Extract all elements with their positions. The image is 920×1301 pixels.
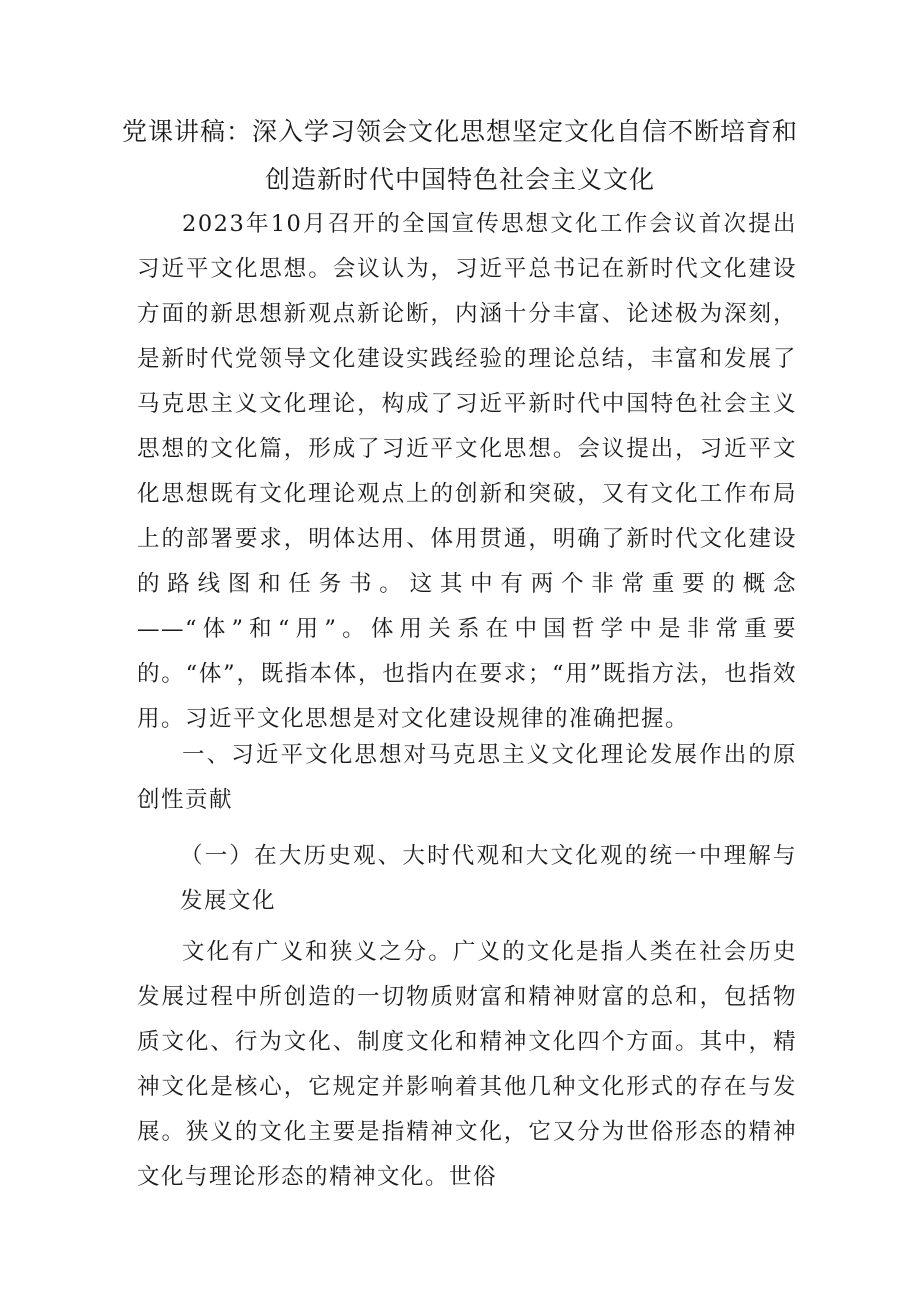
body-paragraph-intro: 2023年10月召开的全国宣传思想文化工作会议首次提出习近平文化思想。会议认为，习近平总书记在新时代文化建设方面的新思想新观点新论断，内涵十分丰富、论述极为深刻，是新时代党领导文化建设实践经验的理论总结，丰富和发展了马克思主义文化理论，构成了习近平新时代中国特色社会主义思想的文化篇，形成了习近平文化思想。会议提出，习近平文化思想既有文化理论观点上的创新和突破，又有文化工作布局上的部署要求，明体达用、体用贯通，明确了新时代文化建设的路线图和任务书。这其中有两个非常重要的概念——“体”和“用”。体用关系在中国哲学中是非常重要的。“体”，既指本体，也指内在要求；“用”既指方法，也指效用。习近平文化思想是对文化建设规律的准确把握。	[137, 211, 797, 732]
section-heading-1: 一、习近平文化思想对马克思主义文化理论发展作出的原创性贡献	[137, 742, 797, 813]
document-title-line-2: 创造新时代中国特色社会主义文化	[264, 165, 655, 194]
document-title-line-1: 党课讲稿：深入学习领会文化思想坚定文化自信不断培育和	[121, 117, 798, 146]
body-paragraph-culture: 文化有广义和狭义之分。广义的文化是指人类在社会历史发展过程中所创造的一切物质财富和精神财富的总和，包括物质文化、行为文化、制度文化和精神文化四个方面。其中，精神文化是核心，它规定并影响着其他几种文化形式的存在与发展。狭义的文化主要是指精神文化，它又分为世俗形态的精神文化与理论形态的精神文化。世俗	[137, 939, 797, 1190]
subsection-heading-1: （一）在大历史观、大时代观和大文化观的统一中理解与发展文化	[180, 843, 797, 914]
